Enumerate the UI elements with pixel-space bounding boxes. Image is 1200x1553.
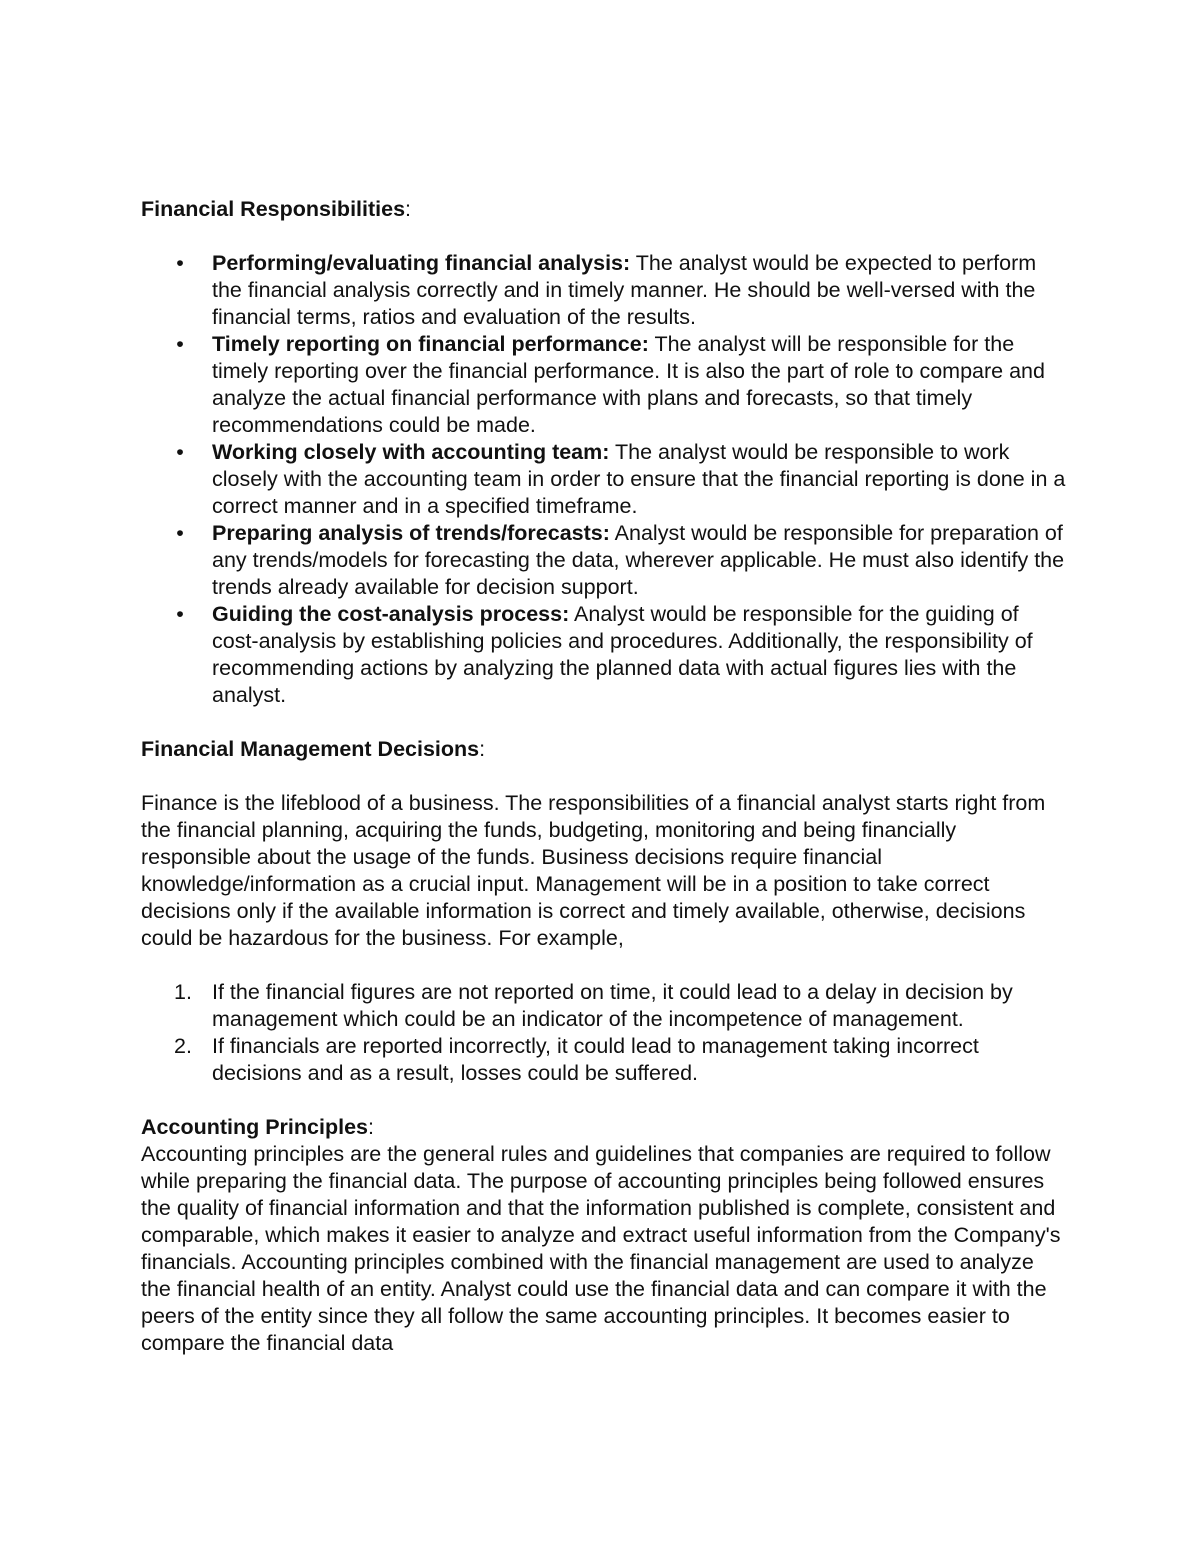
list-item — [141, 331, 1066, 439]
list-item-text: If the financial figures are not reported on time, it could lead to a delay in decision by management which could be an indicator of the incompetence of management. — [212, 980, 1013, 1031]
list-item-text: If financials are reported incorrectly, it could lead to management taking incorrect decisions and as a result, losses could be suffered. — [212, 1034, 979, 1085]
bullet-icon: • — [176, 521, 184, 545]
list-item-label: Performing/evaluating financial analysis: — [212, 251, 631, 275]
list-item — [141, 439, 1066, 520]
list-item-text: The analyst will be responsible for the timely reporting over the financial performance. It is also the part of role to compare and analyze the actual financial performance with plans and forecasts, so that timely recommendations could be made. — [212, 332, 1045, 437]
bullet-icon: • — [176, 440, 184, 464]
list-item — [141, 601, 1066, 709]
document-page — [141, 196, 1066, 1357]
list-item-label: Working closely with accounting team: — [212, 440, 610, 464]
bullet-icon: • — [176, 602, 184, 626]
list-item-label: Timely reporting on financial performance: — [212, 332, 649, 356]
list-item-text: Analyst would be responsible for the guiding of cost-analysis by establishing policies and procedures. Additionally, the responsibility of recommending actions by analyzing the planned data with actual figures lies with the analyst. — [212, 602, 1033, 707]
spacer — [141, 223, 1066, 250]
spacer — [141, 763, 1066, 790]
decisions-numbered-list — [141, 979, 1066, 1087]
list-item — [141, 250, 1066, 331]
bullet-icon: • — [176, 332, 184, 356]
list-item-text: Analyst would be responsible for preparation of any trends/models for forecasting the data, wherever applicable. He must also identify the trends already available for decision support. — [212, 521, 1065, 599]
list-number: 2. — [174, 1034, 192, 1058]
list-item — [141, 1033, 1066, 1087]
list-item-label: Guiding the cost-analysis process: — [212, 602, 570, 626]
list-item — [141, 520, 1066, 601]
section-heading-financial-responsibilities: Financial Responsibilities: — [141, 197, 412, 221]
bullet-icon: • — [176, 251, 184, 275]
section-heading-accounting-principles: Accounting Principles: — [141, 1115, 374, 1139]
responsibilities-list — [141, 250, 1066, 709]
spacer — [141, 709, 1066, 736]
paragraph-accounting-principles: Accounting principles are the general rules and guidelines that companies are required to follow while preparing the financial data. The purpose of accounting principles being followed ensures the quality of financial information and that the information published is complete, consistent and comparable, which makes it easier to analyze and extract useful information from the Company's financials. Accounting principles combined with the financial management are used to analyze the financial health of an entity. Analyst could use the financial data and can compare it with the peers of the entity since they all follow the same accounting principles. It becomes easier to compare the financial data — [141, 1142, 1061, 1355]
list-item-text: The analyst would be responsible to work closely with the accounting team in order to ensure that the financial reporting is done in a correct manner and in a specified timeframe. — [212, 440, 1066, 518]
paragraph-financial-management: Finance is the lifeblood of a business. The responsibilities of a financial analyst starts right from the financial planning, acquiring the funds, budgeting, monitoring and being financially responsible about the usage of the funds. Business decisions require financial knowledge/information as a crucial input. Management will be in a position to take correct decisions only if the available information is correct and timely available, otherwise, decisions could be hazardous for the business. For example, — [141, 791, 1046, 950]
section-heading-financial-management-decisions: Financial Management Decisions: — [141, 737, 486, 761]
spacer — [141, 952, 1066, 979]
list-item-text: The analyst would be expected to perform the financial analysis correctly and in timely manner. He should be well-versed with the financial terms, ratios and evaluation of the results. — [212, 251, 1037, 329]
list-item — [141, 979, 1066, 1033]
list-item-label: Preparing analysis of trends/forecasts: — [212, 521, 610, 545]
list-number: 1. — [174, 980, 192, 1004]
spacer — [141, 1087, 1066, 1114]
